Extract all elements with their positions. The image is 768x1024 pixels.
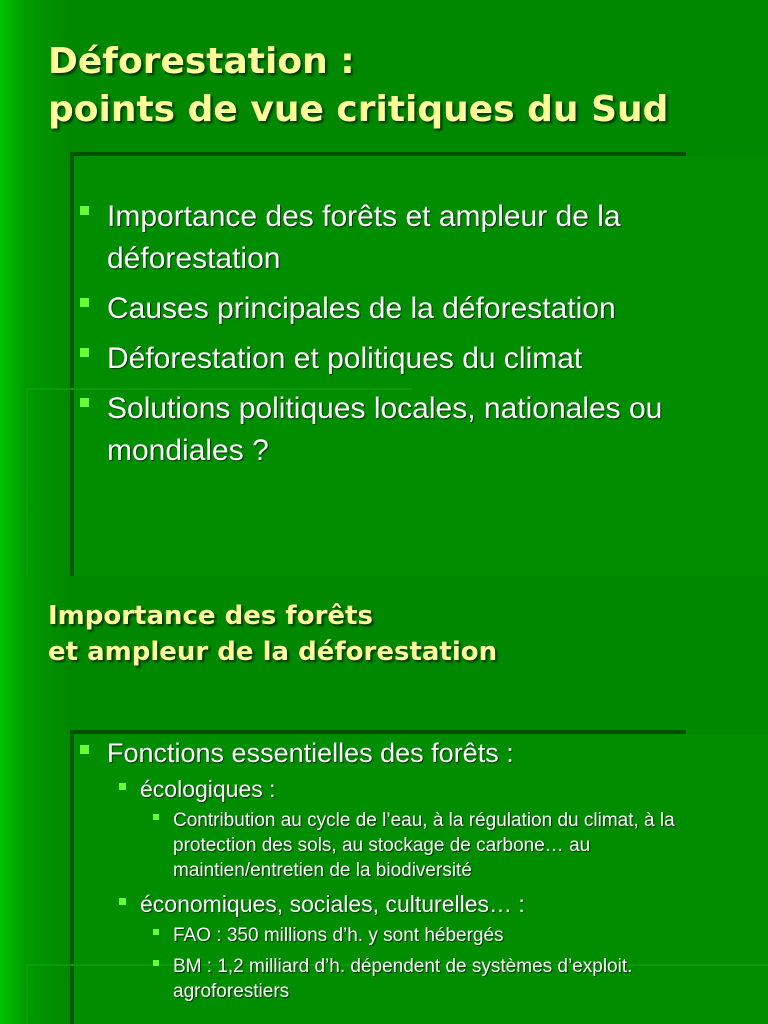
sub-sub-bullet-list bbox=[140, 808, 732, 883]
sub-bullet-text: écologiques : bbox=[140, 776, 276, 802]
sub-bullet-list bbox=[107, 774, 732, 1004]
sub-bullet-text: économiques, sociales, culturelles… : bbox=[140, 891, 525, 917]
bullet-item: Solutions politiques locales, nationales ou mondiales ? bbox=[72, 388, 712, 472]
bullet-item: Causes principales de la déforestation bbox=[72, 288, 712, 330]
sub-bullet-item bbox=[107, 889, 732, 1004]
bullet-item bbox=[72, 736, 732, 1004]
bullet-item: Déforestation et politiques du climat bbox=[72, 338, 712, 380]
frame-top-line bbox=[70, 152, 686, 156]
bullet-item: Importance des forêts et ampleur de la déforestation bbox=[72, 196, 712, 280]
title-line-1: Importance des forêts bbox=[48, 601, 373, 631]
title-line-1: Déforestation : bbox=[48, 41, 355, 82]
sub-sub-bullet-list bbox=[140, 923, 732, 1004]
sub-sub-bullet-item: Contribution au cycle de l’eau, à la régulation du climat, à la protection des sols, au stockage de carbone… au maintien/entretien de la biodiversité bbox=[140, 808, 732, 883]
sub-sub-bullet-item: BM : 1,2 milliard d’h. dépendent de systèmes d’exploit. agroforestiers bbox=[140, 954, 732, 1004]
sub-sub-bullet-item: FAO : 350 millions d’h. y sont hébergés bbox=[140, 923, 732, 948]
slide-title bbox=[48, 598, 497, 670]
sub-bullet-item bbox=[107, 774, 732, 883]
frame-outer-line bbox=[26, 964, 28, 1024]
slide-2 bbox=[0, 576, 768, 1024]
slide-title bbox=[48, 38, 668, 134]
title-line-2: points de vue critiques du Sud bbox=[48, 89, 669, 130]
bullet-text: Fonctions essentielles des forêts : bbox=[107, 738, 514, 768]
title-line-2: et ampleur de la déforestation bbox=[48, 637, 498, 667]
frame-outer-line bbox=[26, 388, 28, 576]
frame-top-line bbox=[70, 730, 686, 734]
bullet-list bbox=[72, 196, 712, 480]
bullet-list bbox=[72, 736, 732, 1010]
